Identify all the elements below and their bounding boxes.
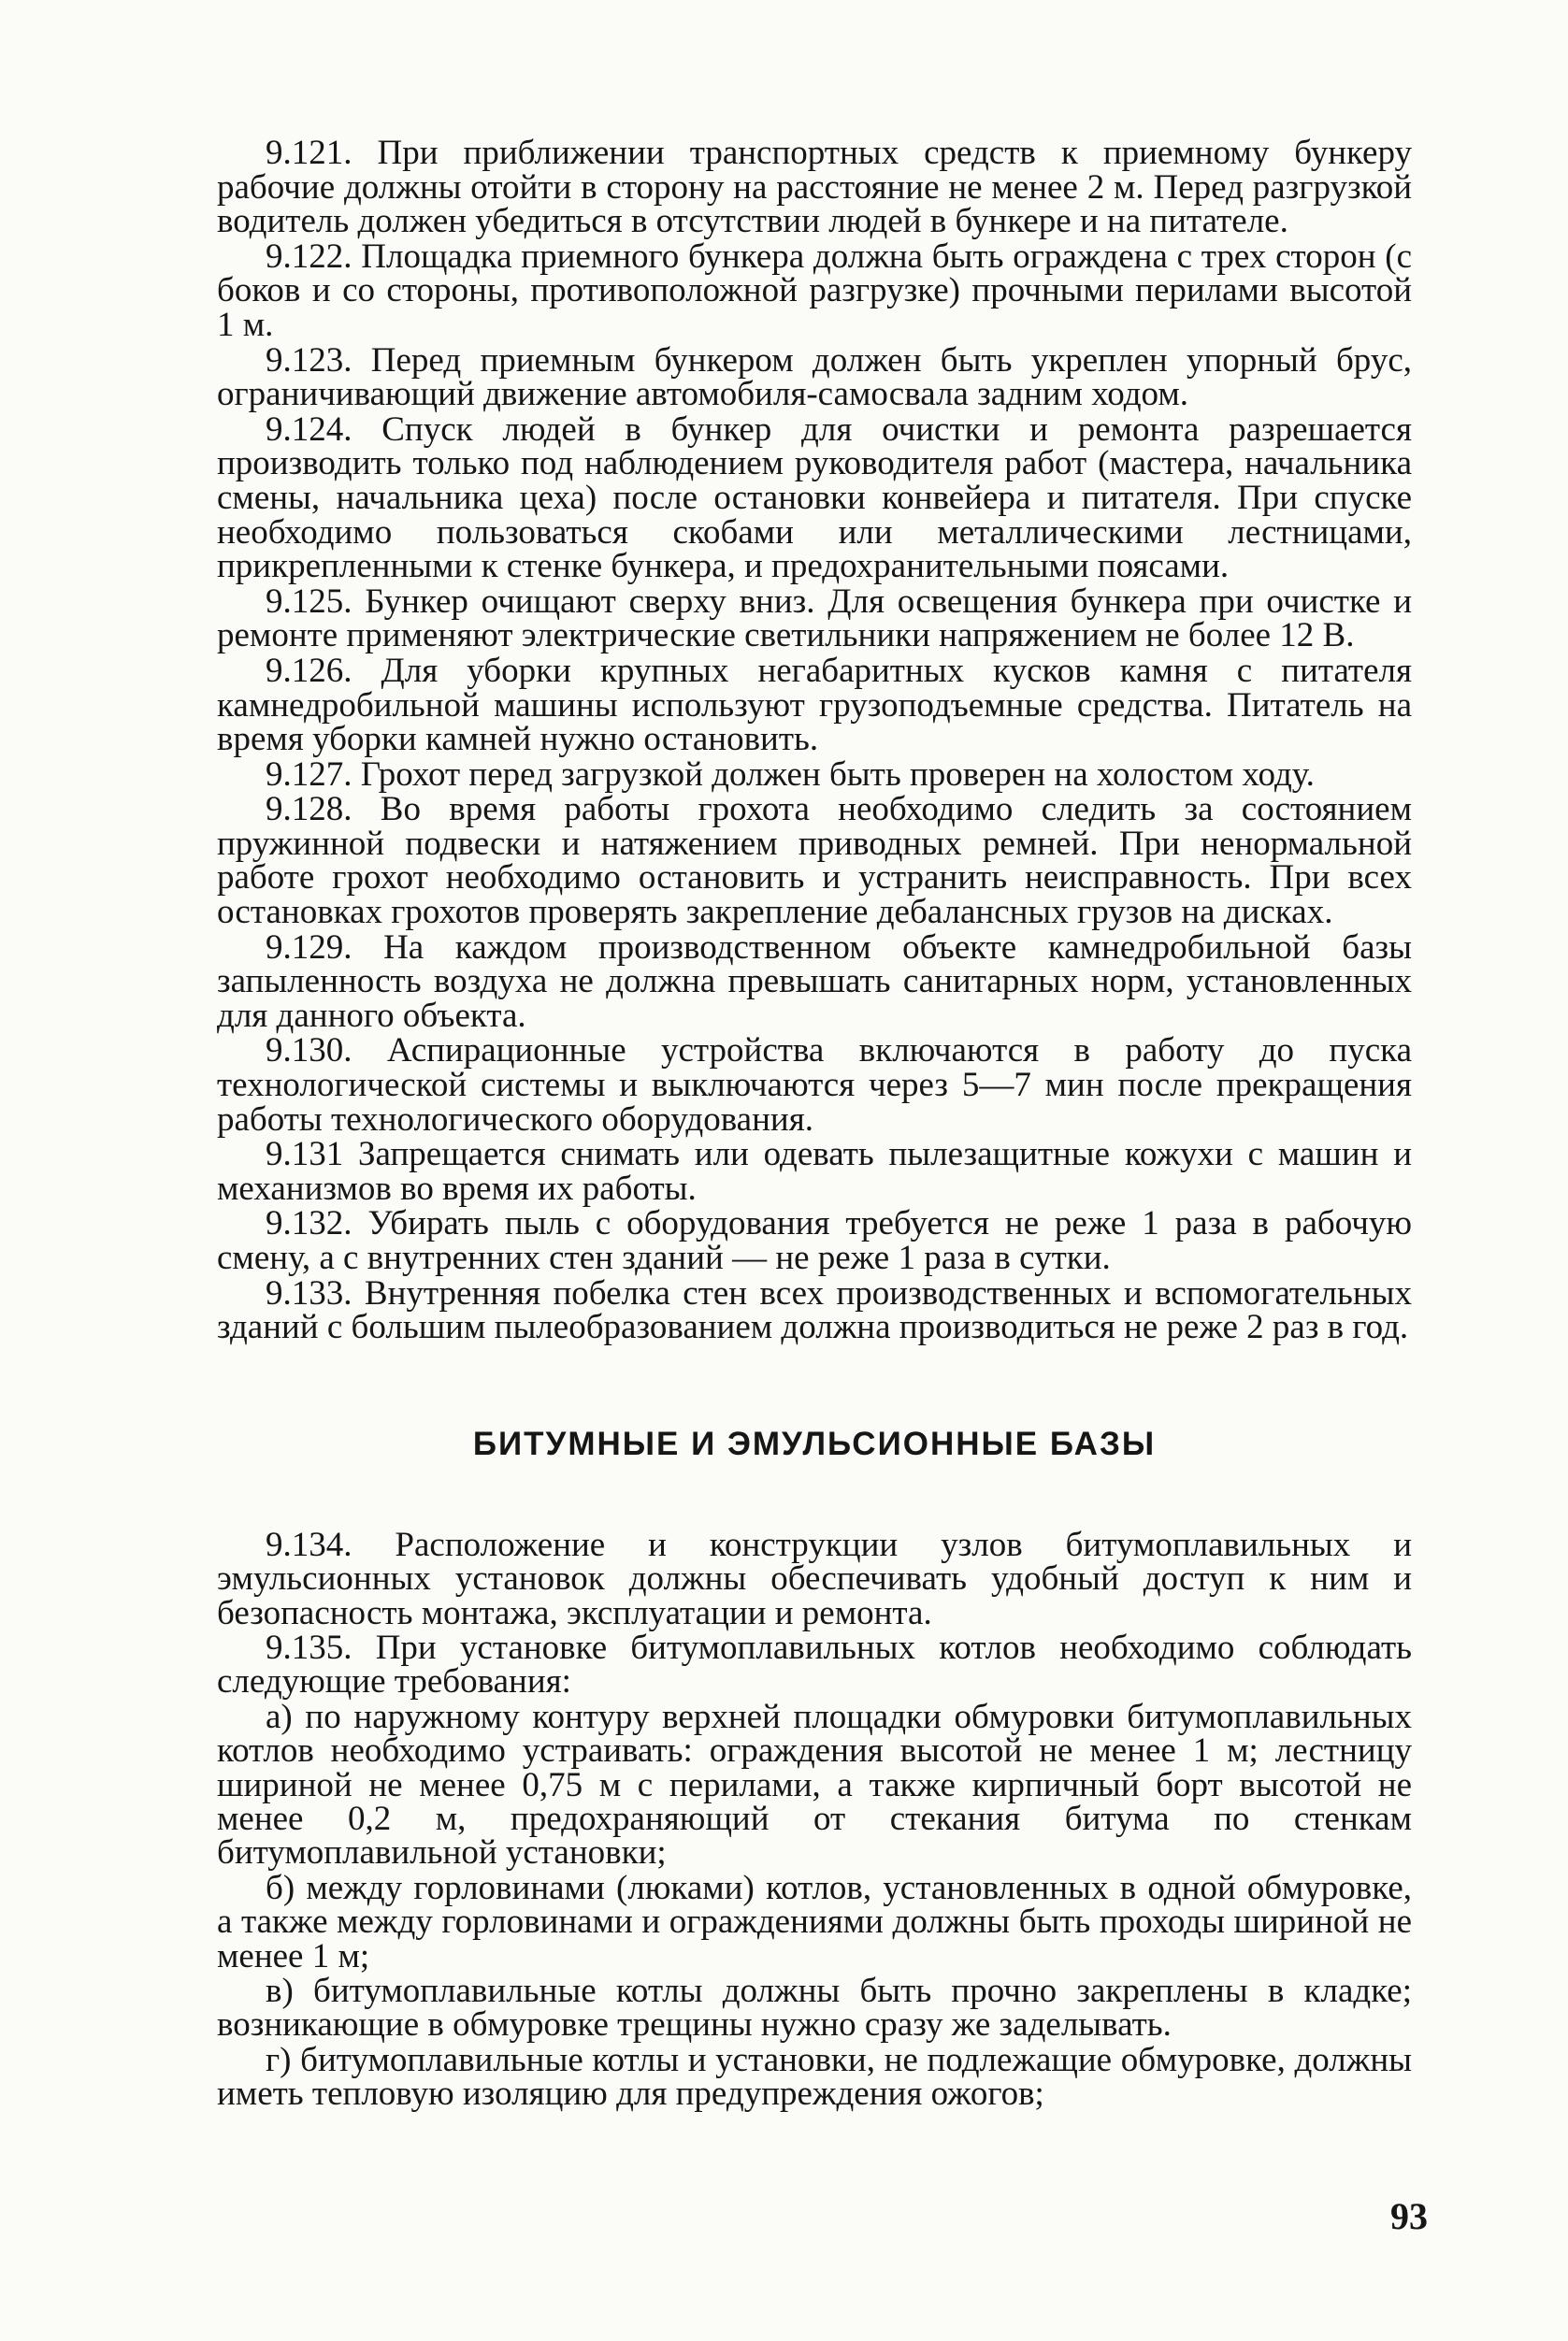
list-item-b: б) между горловинами (люками) котлов, установленных в одной обмуровке, а также между горловинами и ограждениями должны быть проходы шириной не менее 1 м; — [217, 1868, 1412, 1975]
page-body — [217, 136, 1412, 2113]
paragraph-9-132: 9.132. Убирать пыль с оборудования требуется не реже 1 раза в рабочую смену, а с внутренних стен зданий — не реже 1 раза в сутки. — [217, 1204, 1412, 1277]
page-number: 93 — [1390, 2195, 1428, 2237]
section-bitumen-bases — [217, 1525, 1412, 2114]
paragraph-9-126: 9.126. Для уборки крупных негабаритных кусков камня с питателя камнедробильной машины используют грузоподъемные средства. Питатель на время уборки камней нужно остановить. — [217, 651, 1412, 759]
paragraph-9-123: 9.123. Перед приемным бункером должен быть укреплен упорный брус, ограничивающий движение автомобиля-самосвала задним ходом. — [217, 340, 1412, 414]
list-item-a: а) по наружному контуру верхней площадки обмуровки битумоплавильных котлов необходимо устраивать: ограждения высотой не менее 1 м; лестницу шириной не менее 0,75 м с перилами, а также кирпичный борт высотой не менее 0,2 м, предохраняющий от стекания битума по стенкам битумоплавильной установки; — [217, 1697, 1412, 1873]
paragraph-9-127: 9.127. Грохот перед загрузкой должен быть проверен на холостом ходу. — [266, 754, 1315, 794]
paragraph-9-125: 9.125. Бункер очищают сверху вниз. Для освещения бункера при очистке и ремонте применяют электрические светильники напряжением не более 12 В. — [217, 582, 1412, 655]
paragraph-9-129: 9.129. На каждом производственном объекте камнедробильной базы запыленность воздуха не должна превышать санитарных норм, установленных для данного объекта. — [217, 927, 1412, 1035]
list-item-g: г) битумоплавильные котлы и установки, не подлежащие обмуровке, должны иметь тепловую изоляцию для предупреждения ожогов; — [217, 2040, 1412, 2114]
paragraph-9-134: 9.134. Расположение и конструкции узлов битумоплавильных и эмульсионных установок должны обеспечивать удобный доступ к ним и безопасность монтажа, эксплуатации и ремонта. — [217, 1525, 1412, 1632]
paragraph-9-133: 9.133. Внутренняя побелка стен всех производственных и вспомогательных зданий с большим пылеобразованием должна производиться не реже 2 раз в год. — [217, 1273, 1412, 1347]
section-heading: БИТУМНЫЕ И ЭМУЛЬСИОННЫЕ БАЗЫ — [472, 1425, 1157, 1462]
list-item-v: в) битумоплавильные котлы должны быть прочно закреплены в кладке; возникающие в обмуровке трещины нужно сразу же заделывать. — [217, 1972, 1412, 2045]
paragraph-9-131: 9.131 Запрещается снимать или одевать пылезащитные кожухи с машин и механизмов во время их работы. — [217, 1135, 1412, 1208]
paragraph-9-130: 9.130. Аспирационные устройства включаются в работу до пуска технологической системы и выключаются через 5—7 мин после прекращения работы технологического оборудования. — [217, 1031, 1412, 1139]
paragraph-9-128: 9.128. Во время работы грохота необходимо следить за состоянием пружинной подвески и натяжением приводных ремней. При ненормальной работе грохот необходимо остановить и устранить неисправность. При всех остановках грохотов проверять закрепление дебалансных грузов на дисках. — [217, 790, 1412, 932]
paragraph-9-121: 9.121. При приближении транспортных средств к приемному бункеру рабочие должны отойти в сторону на расстояние не менее 2 м. Перед разгрузкой водитель должен убедиться в отсутствии людей в бункере и на питателе. — [217, 134, 1412, 241]
paragraph-9-135: 9.135. При установке битумоплавильных котлов необходимо соблюдать следующие требования: — [217, 1629, 1412, 1702]
section-safety-crushing — [217, 136, 1412, 1345]
paragraph-9-124: 9.124. Спуск людей в бункер для очистки и ремонта разрешается производить только под наблюдением руководителя работ (мастера, начальника смены, начальника цеха) после остановки конвейера и питателя. При спуске необходимо пользоваться скобами или металлическими лестницами, прикрепленными к стенке бункера, и предохранительными поясами. — [217, 409, 1412, 586]
paragraph-9-122: 9.122. Площадка приемного бункера должна быть ограждена с трех сторон (с боков и со стороны, противоположной разгрузке) прочными перилами высотой 1 м. — [217, 237, 1412, 344]
